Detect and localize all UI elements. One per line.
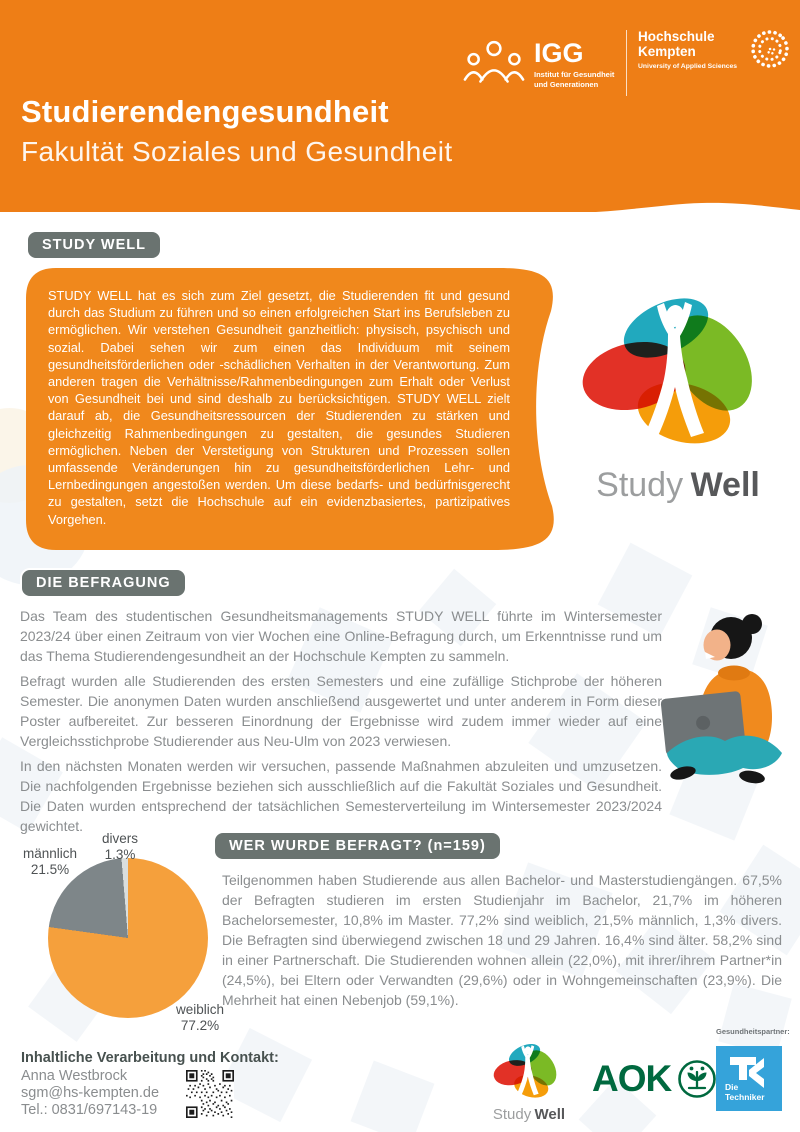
pie-label-maennlich: männlich 21.5% [22,846,78,878]
study-well-wordmark-small: Study Well [492,1106,566,1123]
study-well-textbox [26,268,558,550]
pie-label-weiblich: weiblich 77.2% [175,1002,225,1034]
befragung-paragraph-1: Das Team des studentischen Gesundheitsmanagements STUDY WELL führte im Wintersemester 2023/24 über einen Zeitraum von vier Wochen eine Online-Befragung durch, um Erkenntnisse rund um das Thema Studierendengesundheit an der Hochschule Kempten zu sammeln. [20,608,662,665]
aok-emblem-icon [676,1058,718,1100]
bg-square [351,1061,435,1132]
partner-label: Gesundheitspartner: [716,1027,790,1036]
tk-line2: Techniker [725,1091,765,1102]
header-divider [626,30,627,96]
page-subtitle: Fakultät Soziales und Gesundheit [21,136,453,167]
wer-text: Teilgenommen haben Studierende aus allen Bachelor- und Masterstudiengängen. 67,5% der Befragten studieren im ersten Studienjahr im Bachelor, 21,7% im höheren Bachelorsemester, 10,8% im Master. 77,2% sind weiblich, 21,5% männlich, 1,3% divers. Die Befragten sind überwiegend zwischen 18 und 29 Jahren. 16,4% sind älter. 58,2% sind in einer Partnerschaft. Die Studierenden wohnen allein (22,0%), mit ihrer/ihrem Partner*in (24,5%), bei Eltern oder Verwandten (29,6%) oder in Wohngemeinschaften (23,9%). Die Mehrheit hat einen Nebenjob (59,1%). [222,872,782,1009]
aok-wordmark: AOK [592,1058,672,1099]
contact-email: sgm@hs-kempten.de [21,1085,160,1101]
study-well-logo-icon [578,288,778,463]
befragung-paragraph-3: In den nächsten Monaten werden wir versuchen, passende Maßnahmen abzuleiten und umzusetzen. Die nachfolgenden Ergebnisse beziehen sich ausschließlich auf die Fakultät Soziales und Gesundheit. Die Daten wurden entsprechend der tatsächlichen Semesterverteilung im Wintersemester 2023/2024 gewichtet. [20,758,662,835]
study-well-word2: Well [690,466,760,504]
section-badge-study-well: STUDY WELL [26,230,162,260]
igg-logo [462,40,614,92]
igg-people-icon [462,40,526,92]
tk-logo [716,1046,782,1111]
befragung-text [20,606,662,836]
pie-label-divers: divers 1.3% [101,831,138,863]
tk-line1: Die [725,1082,739,1092]
study-well-logo-small-icon [492,1040,566,1105]
page-title: Studierendengesundheit [21,94,389,129]
section-badge-wer: WER WURDE BEFRAGT? (n=159) [213,831,502,861]
header-banner [0,0,800,212]
gender-pie-chart [48,858,208,1018]
hske-subline: University of Applied Sciences [638,62,738,70]
section-badge-befragung: DIE BEFRAGUNG [20,568,187,598]
study-well-word1: Study [596,466,684,504]
study-well-wordmark [578,466,778,505]
befragung-paragraph-2: Befragt wurden alle Studierenden des ersten Semesters und eine zufällige Stichprobe der höheren Semester. Die anonymen Daten wurden anschließend ausgewertet und unter anderem in Form dieser Poster aufbereitet. Zur besseren Einordnung der Ergebnisse wird zudem immer wieder auf eine Vergleichsstichprobe Studierender aus Neu-Ulm von 2023 verwiesen. [20,673,662,750]
qr-code [186,1070,234,1118]
hske-name-line1: Hochschule [638,29,715,44]
contact-name: Anna Westbrock [21,1068,128,1084]
contact-heading: Inhaltliche Verarbeitung und Kontakt: [21,1050,279,1066]
hske-name-line2: Kempten [638,43,696,59]
hochschule-kempten-logo [638,30,795,76]
header-wave [0,200,800,213]
aok-logo [592,1058,718,1100]
igg-sub-line1: Institut für Gesundheit [534,70,615,79]
igg-abbr: IGG [534,38,584,68]
study-well-body: STUDY WELL hat es sich zum Ziel gesetzt, die Studierenden fit und gesund durch das Studium zu führen und so einen erfolgreichen Start ins Berufsleben zu ermöglichen. Wir verstehen Gesundheit ganzheitlich: physisch, psychisch und sozial. Dabei sehen wir zum einen das Individuum mit seinem gesundheitsförderlichen oder -schädlichen Verhalten in der Verantwortung. Zum anderen tragen die Verhältnisse/Rahmenbedingungen zum Erhalt oder Verlust von Gesundheit bei und sind deshalb zu berücksichtigen. STUDY WELL zielt darauf ab, die Gesundheitsressourcen der Studierenden zu stärken und gleichzeitig Rahmenbedingungen zu gestalten, die gesundes Studieren ermöglichen. Neben der Verstetigung von Strukturen und Prozessen sollen umfassende Veränderungen hin zu gesundheitsförderlichen Lehr- und Lernbedingungen angestoßen werden. Um diese bedarfs- und bedürfnisgerecht zu gestalten, setzt die Hochschule auf ein evidenzbasiertes, partizipatives Vorgehen. [48,288,510,527]
contact-phone: Tel.: 0831/697143-19 [21,1102,158,1118]
hske-spiral-icon [743,24,795,76]
person-laptop-illustration [655,600,795,800]
igg-sub-line2: und Generationen [534,80,599,90]
